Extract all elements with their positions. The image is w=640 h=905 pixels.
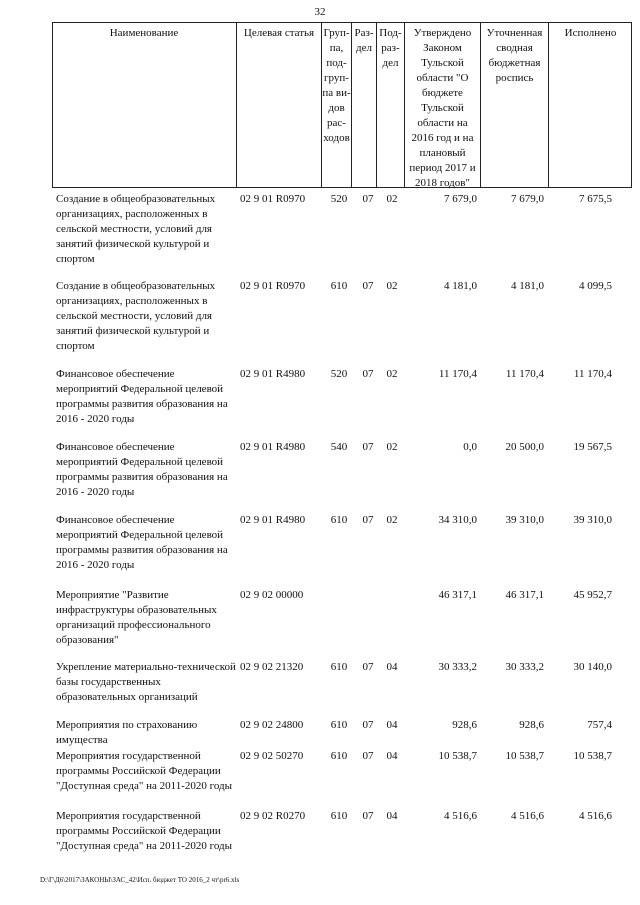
row-group: 610 [330,719,348,731]
row-razdel: 07 [362,719,374,731]
row-podrazdel: 04 [386,661,398,673]
row-approved: 4 516,6 [444,810,477,822]
row-target: 02 9 02 00000 [240,589,304,601]
row-approved: 0,0 [463,441,477,453]
row-razdel: 07 [362,441,374,453]
row-approved: 928,6 [452,719,477,731]
row-target: 02 9 01 R0970 [240,280,306,292]
row-approved: 30 333,2 [438,661,477,673]
row-razdel: 07 [362,514,374,526]
row-group: 520 [330,368,348,380]
row-name: Создание в общеобразовательных организациях, расположенных в сельской местности, условий для занятий физической культурой и спортом [56,193,216,265]
page-number: 32 [314,6,326,18]
row-target: 02 9 01 R0970 [240,193,306,205]
row-group: 610 [330,514,348,526]
row-refined: 10 538,7 [505,750,544,762]
row-podrazdel: 04 [386,750,398,762]
row-approved: 11 170,4 [438,368,477,380]
row-executed: 19 567,5 [573,441,612,453]
row-executed: 7 675,5 [579,193,612,205]
row-razdel: 07 [362,810,374,822]
row-razdel: 07 [362,750,374,762]
row-group: 520 [330,193,348,205]
row-razdel: 07 [362,193,374,205]
row-refined: 928,6 [519,719,544,731]
row-group: 610 [330,661,348,673]
row-podrazdel: 04 [386,810,398,822]
row-executed: 10 538,7 [573,750,612,762]
row-group: 610 [330,280,348,292]
row-executed: 45 952,7 [573,589,612,601]
header-target: Целевая статья [236,22,321,188]
row-refined: 11 170,4 [505,368,544,380]
header-razdel: Раз- дел [351,22,376,188]
row-name: Мероприятия государственной программы Российской Федерации "Доступная среда" на 2011-2020 годы [56,810,233,852]
row-razdel: 07 [362,368,374,380]
row-refined: 39 310,0 [505,514,544,526]
row-podrazdel: 02 [386,280,398,292]
row-approved: 46 317,1 [438,589,477,601]
row-name: Финансовое обеспечение мероприятий Федеральной целевой программы развития образования на 2016 - 2020 годы [56,441,228,498]
row-group: 610 [330,810,348,822]
row-name: Мероприятия государственной программы Российской Федерации "Доступная среда" на 2011-2020 годы [56,750,233,792]
row-name: Создание в общеобразовательных организациях, расположенных в сельской местности, условий для занятий физической культурой и спортом [56,280,216,352]
row-name: Укрепление материально-технической базы государственных образовательных организаций [56,661,236,703]
row-podrazdel: 02 [386,441,398,453]
row-approved: 34 310,0 [438,514,477,526]
row-name: Финансовое обеспечение мероприятий Федеральной целевой программы развития образования на 2016 - 2020 годы [56,514,228,571]
row-target: 02 9 01 R4980 [240,368,306,380]
row-executed: 11 170,4 [573,368,612,380]
header-group: Груп- па, под- груп- па ви- дов рас- ходов [321,22,351,188]
row-refined: 4 181,0 [511,280,544,292]
row-refined: 46 317,1 [505,589,544,601]
row-name: Мероприятие "Развитие инфраструктуры образовательных организаций профессионального образования" [56,589,217,646]
row-target: 02 9 02 R0270 [240,810,306,822]
row-target: 02 9 02 24800 [240,719,304,731]
header-name: Наименование [109,27,179,39]
row-podrazdel: 02 [386,368,398,380]
row-executed: 757,4 [587,719,612,731]
row-razdel: 07 [362,661,374,673]
row-executed: 39 310,0 [573,514,612,526]
row-executed: 4 099,5 [579,280,612,292]
row-name: Мероприятия по страхованию имущества [56,719,198,746]
row-approved: 10 538,7 [438,750,477,762]
header-approved: Утверждено Законом Тульской области "О бюджете Тульской области на 2016 год и на плановый период 2017 и 2018 годов" [404,22,480,188]
header-refined: Уточненная сводная бюджетная роспись [480,22,548,188]
header-executed: Исполнено [548,22,632,188]
row-podrazdel: 04 [386,719,398,731]
row-razdel: 07 [362,280,374,292]
table-header [52,22,632,188]
row-executed: 4 516,6 [579,810,612,822]
row-approved: 7 679,0 [444,193,477,205]
row-refined: 4 516,6 [511,810,544,822]
row-executed: 30 140,0 [573,661,612,673]
row-target: 02 9 02 21320 [240,661,304,673]
row-group: 540 [330,441,348,453]
row-refined: 20 500,0 [505,441,544,453]
row-podrazdel: 02 [386,193,398,205]
row-group: 610 [330,750,348,762]
row-target: 02 9 01 R4980 [240,441,306,453]
file-path-footer: D:\Г\Д6\2017\ЗАКОНЫ\ЗАС_42\Исп. бюджет ТО 2016_2 чт\pr6.xls [40,876,240,884]
row-approved: 4 181,0 [444,280,477,292]
row-target: 02 9 02 50270 [240,750,304,762]
row-podrazdel: 02 [386,514,398,526]
header-podrazdel: Под- раз- дел [376,22,404,188]
row-refined: 30 333,2 [505,661,544,673]
row-name: Финансовое обеспечение мероприятий Федеральной целевой программы развития образования на 2016 - 2020 годы [56,368,228,425]
row-target: 02 9 01 R4980 [240,514,306,526]
row-refined: 7 679,0 [511,193,544,205]
